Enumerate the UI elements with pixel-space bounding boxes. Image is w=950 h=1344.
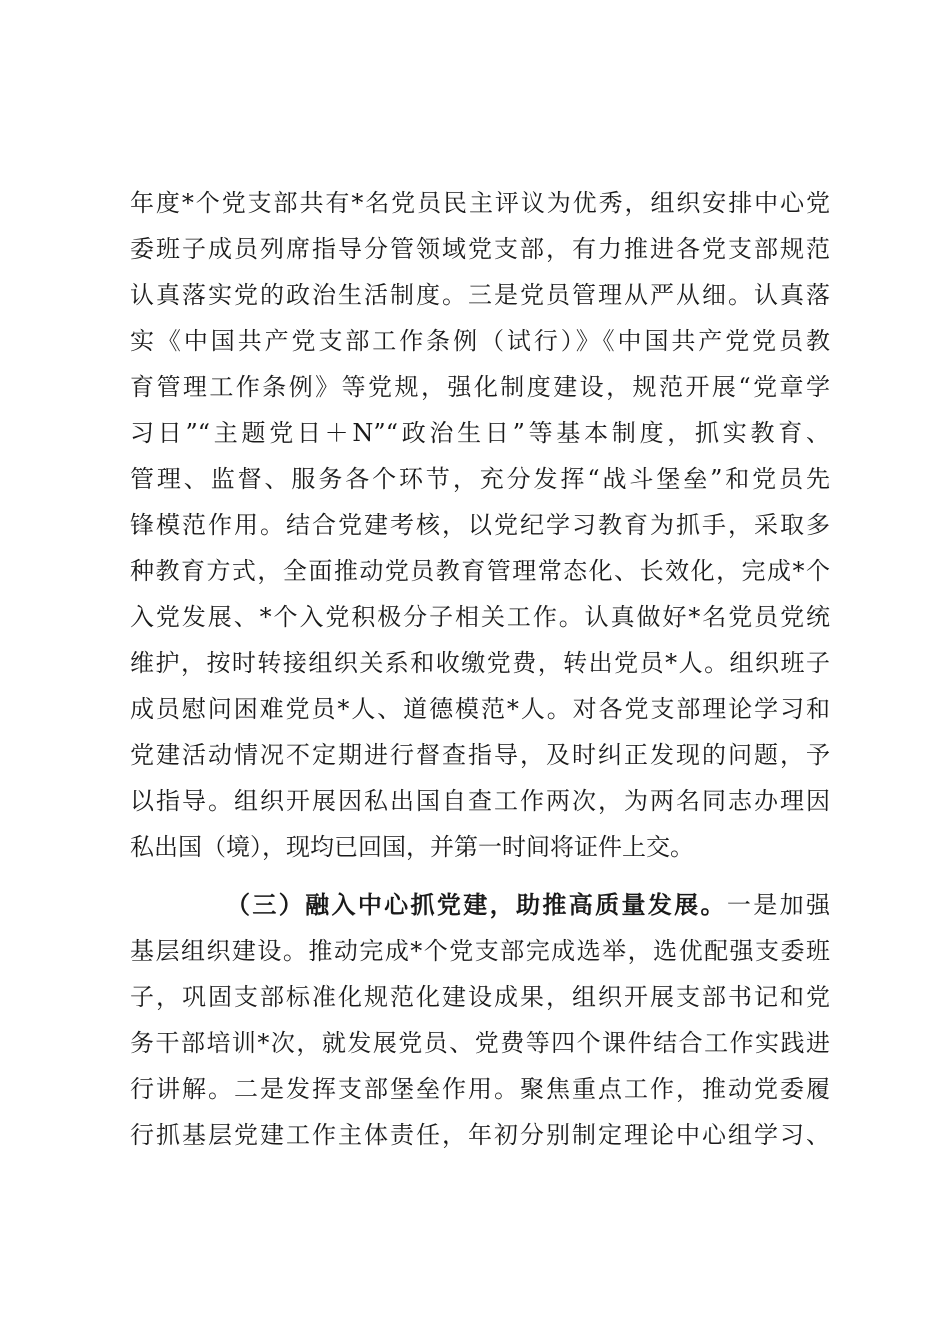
text-line: 行讲解。二是发挥支部堡垒作用。聚焦重点工作，推动党委履 [130, 1075, 830, 1103]
text-line: 认真落实党的政治生活制度。三是党员管理从严从细。认真落 [130, 281, 830, 309]
text-line: 管理、监督、服务各个环节，充分发挥“战斗堡垒”和党员先 [130, 465, 830, 493]
text-line: 入党发展、*个入党积极分子相关工作。认真做好*名党员党统 [130, 603, 830, 631]
text-line: 年度*个党支部共有*名党员民主评议为优秀，组织安排中心党 [130, 189, 830, 217]
text-line: 行抓基层党建工作主体责任，年初分别制定理论中心组学习、 [130, 1121, 830, 1149]
text-line: 锋模范作用。结合党建考核，以党纪学习教育为抓手，采取多 [130, 511, 830, 539]
text-line: 私出国（境），现均已回国，并第一时间将证件上交。 [130, 833, 694, 861]
text-line: 实《中国共产党支部工作条例（试行）》《中国共产党党员教 [130, 327, 830, 355]
body-text [130, 180, 830, 1158]
text-line: 子，巩固支部标准化规范化建设成果，组织开展支部书记和党 [130, 983, 830, 1011]
text-line: 种教育方式，全面推动党员教育管理常态化、长效化，完成*个 [130, 557, 830, 585]
text-line: 育管理工作条例》等党规，强化制度建设，规范开展“党章学 [130, 373, 830, 401]
paragraph-gap [130, 870, 830, 882]
text-line: 务干部培训*次，就发展党员、党费等四个课件结合工作实践进 [130, 1029, 830, 1057]
section-heading: （三）融入中心抓党建，助推高质量发展。 [226, 890, 727, 919]
text-line: 基层组织建设。推动完成*个党支部完成选举，选优配强支委班 [130, 937, 830, 965]
text-line: 以指导。组织开展因私出国自查工作两次，为两名同志办理因 [130, 787, 830, 815]
paragraph-integrate-center [130, 882, 830, 1158]
text-line: 委班子成员列席指导分管领域党支部，有力推进各党支部规范 [130, 235, 830, 263]
text-line: 维护，按时转接组织关系和收缴党费，转出党员*人。组织班子 [130, 649, 830, 677]
paragraph-party-member-management [130, 180, 830, 870]
text-line: 党建活动情况不定期进行督查指导，及时纠正发现的问题，予 [130, 741, 830, 769]
text-line: 习日”“主题党日＋N”“政治生日”等基本制度，抓实教育、 [130, 419, 830, 447]
heading-line-rest: 一是加强 [726, 891, 831, 919]
text-line: 成员慰问困难党员*人、道德模范*人。对各党支部理论学习和 [130, 695, 830, 723]
heading-line [130, 882, 830, 928]
